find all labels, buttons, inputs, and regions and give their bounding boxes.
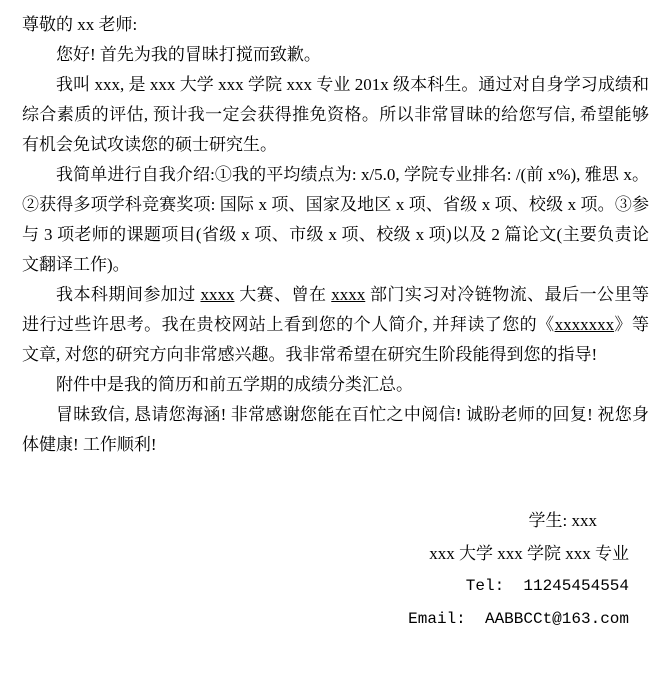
signature-email [22, 603, 649, 636]
tel-value: 11245454554 [523, 577, 629, 595]
paragraph-4-prefix: 我本科期间参加过 [56, 285, 201, 304]
tel-label: Tel: [465, 577, 505, 595]
signature-school: xxx 大学 xxx 学院 xxx 专业 [429, 544, 629, 563]
signature-student: 学生: xxx [528, 511, 597, 530]
email-label: Email: [408, 610, 466, 628]
letter-paragraph-1: 您好! 首先为我的冒昧打搅而致歉。 [56, 45, 321, 64]
letter-paragraph-6: 冒昧致信, 恳请您海涵! 非常感谢您能在百忙之中阅信! 诚盼老师的回复! 祝您身体健康! 工作顺利! [22, 405, 649, 454]
signature-tel [22, 570, 649, 603]
signature-block [22, 504, 649, 636]
email-value: AABBCCt@163.com [484, 610, 629, 628]
letter-paragraph-4 [22, 280, 649, 370]
letter-paragraph-2: 我叫 xxx, 是 xxx 大学 xxx 学院 xxx 专业 201x 级本科生。通过对自身学习成绩和综合素质的评估, 预计我一定会获得推免资格。所以非常冒昧的给您写信, 希望能够有机会免试攻读您的硕士研究生。 [22, 75, 649, 154]
paragraph-4-underline-2: xxxx [331, 285, 366, 304]
letter-paragraph-3: 我简单进行自我介绍:①我的平均绩点为: x/5.0, 学院专业排名: /(前 x%), 雅思 x。②获得多项学科竞赛奖项: 国际 x 项、国家及地区 x 项、省级 x 项、校级 x 项。③参与 3 项老师的课题项目(省级 x 项、市级 x 项、校级 x 项)以及 2 篇论文(主要负责论文翻译工作)。 [22, 165, 649, 274]
paragraph-4-suffix: 》等文章, 对您的研究方向非常感兴趣。我非常希望在研究生阶段能得到您的指导! [22, 315, 650, 364]
paragraph-4-underline-1: xxxx [200, 285, 235, 304]
paragraph-4-middle-2: 部门实习对冷链物流、最后一公里等进行过些许思考。我在贵校网站上看到您的个人简介, 并拜读了您的《 [22, 285, 649, 334]
paragraph-4-underline-3: xxxxxxx [554, 315, 615, 334]
letter-salutation: 尊敬的 xx 老师: [22, 15, 138, 34]
paragraph-4-middle-1: 大赛、曾在 [234, 285, 332, 304]
letter-paragraph-5: 附件中是我的简历和前五学期的成绩分类汇总。 [56, 375, 413, 394]
